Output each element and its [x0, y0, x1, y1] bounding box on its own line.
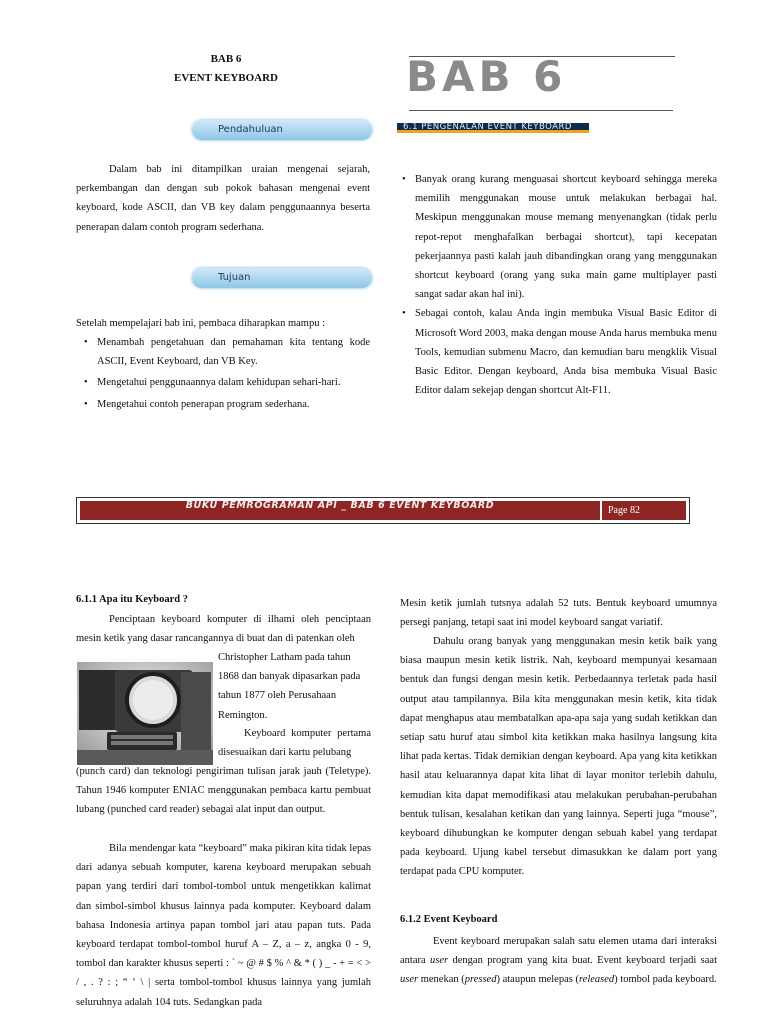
text-run: ) ataupun melepas ( — [496, 974, 579, 986]
italic-term: pressed — [464, 974, 497, 986]
page-number: Page 82 — [600, 501, 686, 520]
sec611-paragraph-1: Penciptaan keyboard komputer di ilhami oleh penciptaan mesin ketik yang dasar rancangannya di buat dan di patenkan oleh — [76, 614, 371, 645]
tujuan-list — [81, 333, 370, 414]
page-footer — [76, 497, 690, 524]
italic-term: user — [430, 955, 449, 967]
right-paragraph-3 — [400, 932, 717, 990]
bottom-rule — [409, 110, 673, 111]
footer-bar — [80, 501, 686, 520]
vintage-computer-photo — [77, 662, 213, 765]
list-item-text: Sebagai contoh, kalau Anda ingin membuka Visual Basic Editor di Microsoft Word 2003, maka dengan mouse Anda harus membuka menu Tools, kemudian submenu Macro, dan kemudian baru mengklik Visual Basic Editor. Dengan keyboard, Anda bisa membuka Visual Basic Editor dalam sekejap dengan shortcut Alt-F11. — [415, 308, 717, 397]
chapter-number: BAB 6 — [210, 53, 242, 65]
sec611-paragraph-2: (punch card) dan teknologi pengiriman tulisan jarak jauh (Teletype). Tahun 1946 komputer ENIAC menggunakan pembaca kartu pembuat lubang (punched card reader) sebagai alat input dan output. — [76, 766, 371, 816]
list-item — [81, 333, 370, 371]
pendahuluan-label: Pendahuluan — [192, 120, 372, 140]
footer-title: BUKU PEMROGRAMAN API _ BAB 6 EVENT KEYBOARD — [185, 500, 495, 511]
text-run: Event keyboard merupakan salah satu elemen utama dari interaksi antara — [400, 936, 717, 967]
right-bullet-list — [399, 170, 717, 400]
sec611-paragraph-3: Bila mendengar kata “keyboard” maka pikiran kita tidak lepas dari adanya sebuah komputer, karena keyboard merupakan sebuah papan yang terdiri dari tombol-tombol untuk mengetikkan kalimat dan simbol-simbol khusus lainnya pada komputer. Keyboard dalam bahasa Indonesia artinya papan tombol jari atau papan tuts. Pada keyboard terdapat tombol-tombol huruf A – Z, a – z, angka 0 - 9, tombol dan karakter khusus seperti : ` ~ @ # $ % ^ & * ( ) _ - + = < > / , . ? : ; “ ‘ \ | serta tombol-tombol khusus lainnya yang jumlah seluruhnya adalah 104 tuts. Sedangkan pada — [76, 843, 371, 1008]
chapter-title: EVENT KEYBOARD — [173, 72, 278, 84]
section-heading-612: 6.1.2 Event Keyboard — [400, 914, 498, 925]
tujuan-intro: Setelah mempelajari bab ini, pembaca diharapkan mampu : — [76, 318, 325, 329]
chapter-heading — [76, 50, 376, 88]
list-item — [81, 395, 370, 414]
pendahuluan-text: Dalam bab ini ditampilkan uraian mengenai sejarah, perkembangan dan dengan sub pokok bahasan mengenai event keyboard, kode ASCII, dan VB key dalam penggunaannya beserta penerapan dalam contoh program sederhana. — [76, 164, 370, 233]
italic-term: released — [578, 974, 615, 986]
list-item-text: Mengetahui contoh penerapan program sederhana. — [97, 398, 310, 410]
list-item — [399, 304, 717, 400]
tujuan-label: Tujuan — [192, 268, 372, 288]
big-chapter-title: BAB 6 — [406, 52, 567, 101]
list-item — [81, 373, 370, 392]
list-item-text: Mengetahui penggunaannya dalam kehidupan sehari-hari. — [97, 377, 341, 389]
right-paragraph-1: Mesin ketik jumlah tutsnya adalah 52 tuts. Bentuk keyboard umumnya persegi panjang, tetapi saat ini model keyboard sangat variatif. — [400, 598, 717, 629]
list-item-text: Menambah pengetahuan dan pemahaman kita tentang kode ASCII, Event Keyboard, dan VB Key. — [97, 337, 370, 368]
list-item-text: Banyak orang kurang menguasai shortcut keyboard sehingga mereka memilih menggunakan mouse untuk melakukan berbagai hal. Meskipun menggunakan mouse memang menyenangkan (tidak perlu repot-repot menghafalkan berbagai shortcut), tapi kecepatan pekerjaannya pasti kalah jauh dibandingkan orang yang menggunakan shortcut keyboard (orang yang suka main game multiplayer pasti sangat sadar akan hal ini). — [415, 174, 717, 301]
text-run: menekan ( — [418, 974, 465, 986]
list-item — [399, 170, 717, 304]
sec611-side-text-1: Christopher Latham pada tahun 1868 dan banyak dipasarkan pada tahun 1877 oleh Perusahaan Remington. — [218, 652, 361, 721]
section-heading-611: 6.1.1 Apa itu Keyboard ? — [76, 594, 189, 605]
text-run: ) tombol pada keyboard. — [614, 974, 717, 986]
right-paragraph-2: Dahulu orang banyak yang menggunakan mesin ketik baik yang biasa maupun mesin ketik listrik. Nah, keyboard mempunyai kesamaan bentuk dan fungsi dengan mesin ketik. Perbedaannya terletak pada hasil output atau tampilannya. Bila kita menggunakan mesin ketik, kita tidak dapat menghapus atau membatalkan apa-apa saja yang sudah ketikkan dan setiap satu huruf atau simbol kita ketikkan maka hasilnya langsung kita lihat pada kertas. Tidak demikian dengan keyboard. Apa yang kita ketikkan hasil atau keluarannya dapat kita lihat di layar monitor terlebih dahulu, kemudian kita dapat memodifikasi atau melakukan perubahan-perubahan bentuk tulisan, kesalahan ketikan dan yang lainnya. Seperti juga “mouse”, keyboard dihubungkan ke komputer dengan sebuah kabel yang terdapat pada keyboard. Ujung kabel tersebut dimasukkan ke dalam port yang terdapat pada CPU komputer. — [400, 636, 717, 878]
photo-illustration — [77, 662, 213, 765]
sec611-side-text-2: Keyboard komputer pertama disesuaikan dari kartu pelubang — [218, 728, 371, 759]
section-tab: 6.1 PENGENALAN EVENT KEYBOARD — [397, 123, 589, 133]
text-run: dengan program yang kita buat. Event keyboard terjadi saat — [448, 955, 717, 967]
italic-term: user — [400, 974, 419, 986]
